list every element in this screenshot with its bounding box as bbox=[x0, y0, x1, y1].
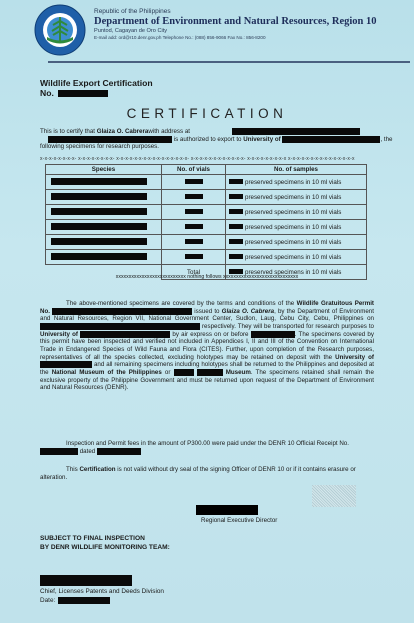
table-row bbox=[46, 250, 367, 265]
redaction bbox=[185, 179, 203, 184]
museum-name: Museum bbox=[225, 369, 251, 377]
certification-heading: CERTIFICATION bbox=[126, 106, 288, 121]
document-number bbox=[40, 88, 108, 98]
republic-text: Republic of the Philippines bbox=[94, 8, 171, 15]
header-divider bbox=[48, 61, 410, 63]
redaction bbox=[251, 331, 295, 338]
body-text: and all remaining specimens including holotypes shall be returned to the Philippines and deposited at the bbox=[40, 361, 374, 377]
university-name: University of bbox=[335, 353, 374, 361]
redaction bbox=[185, 239, 203, 244]
body-text: or bbox=[164, 369, 171, 377]
university-name: University of bbox=[40, 330, 78, 338]
redaction bbox=[97, 448, 141, 455]
redaction bbox=[229, 194, 243, 199]
date-label: Date: bbox=[40, 597, 56, 604]
table-row bbox=[46, 220, 367, 235]
table-row bbox=[46, 205, 367, 220]
redaction bbox=[51, 238, 147, 245]
redaction bbox=[40, 323, 200, 330]
redaction bbox=[197, 369, 223, 376]
col-vials: No. of vials bbox=[162, 165, 226, 175]
certification-word: Certification bbox=[79, 466, 116, 473]
redaction bbox=[51, 208, 147, 215]
samples-cell: preserved specimens in 10 ml vials bbox=[245, 208, 342, 216]
redaction bbox=[196, 505, 258, 515]
redaction bbox=[328, 136, 380, 143]
redaction bbox=[51, 253, 147, 260]
redaction bbox=[229, 254, 243, 259]
redaction bbox=[229, 239, 243, 244]
redaction bbox=[40, 575, 132, 586]
samples-cell: preserved specimens in 10 ml vials bbox=[245, 238, 342, 246]
table-row bbox=[46, 175, 367, 190]
redaction bbox=[51, 193, 147, 200]
total-label: Total bbox=[162, 265, 226, 280]
signatory-title: Regional Executive Director bbox=[201, 517, 278, 524]
redaction bbox=[40, 448, 78, 455]
samples-cell: preserved specimens in 10 ml vials bbox=[245, 253, 342, 261]
table-header-row bbox=[46, 165, 367, 175]
inspection-note-1: SUBJECT TO FINAL INSPECTION bbox=[40, 535, 145, 542]
col-samples: No. of samples bbox=[226, 165, 367, 175]
intro-text: , the bbox=[380, 135, 393, 143]
university-name: University of bbox=[243, 135, 281, 143]
redaction bbox=[185, 254, 203, 259]
redaction bbox=[58, 597, 110, 604]
intro-text: with address at bbox=[148, 128, 190, 136]
specimen-table bbox=[45, 164, 367, 280]
redaction bbox=[185, 224, 203, 229]
body-paragraph bbox=[40, 300, 374, 392]
redaction bbox=[185, 194, 203, 199]
intro-paragraph bbox=[40, 128, 393, 151]
body-text: The above-mentioned specimens are covered by the terms and conditions of the bbox=[66, 300, 295, 307]
body-text: issued to bbox=[194, 307, 220, 315]
redaction bbox=[185, 209, 203, 214]
redaction bbox=[58, 90, 108, 97]
samples-cell: preserved specimens in 10 ml vials bbox=[245, 193, 342, 201]
body-text: , by the Department of Environment and Natural Resources, Region VII, National Government Center, Sudlon, Laug, Cebu City, Cebu, Philippines on bbox=[40, 307, 374, 323]
table-row bbox=[46, 235, 367, 250]
body-text: is not valid without dry seal of the signing Officer of DENR 10 or if it contains erasure or alteration. bbox=[40, 466, 356, 481]
redaction bbox=[80, 331, 170, 338]
redaction bbox=[51, 178, 147, 185]
redaction bbox=[229, 179, 243, 184]
document-title: Wildlife Export Certification bbox=[40, 78, 153, 88]
redaction bbox=[52, 308, 192, 315]
body-text: This bbox=[66, 466, 78, 473]
body-text: . The specimens covered by this permit have been inspected and verified not included in Appendices I, II and III of the Convention on International Trade in Endangered Species of Wild Fauna and Flora (CITES). Further, upon completion of the Research purposes, representatives of all the species collected, excluding holotypes may be retained on deposit with the bbox=[40, 330, 374, 361]
intro-text: following specimens for research purposes. bbox=[40, 143, 159, 151]
separator-line: x-x-x-x-x-x-x-x- x-x-x-x-x-x-x-x- x-x-x-x-x-x-x-x-x-x-x-x-x-x-x-x- x-x-x-x-x-x-x-x-x-x-x-x- x-x-x-x-x-x-x-x-x x-x-x-x-x-x-x-x-x-x-x-x-x-x-x bbox=[40, 156, 355, 162]
chief-title: Chief, Licenses Patents and Deeds Division bbox=[40, 588, 164, 595]
redaction bbox=[229, 224, 243, 229]
nothing-follows-line: xxxxxxxxxxxxxxxxxxxxxxxxxxx nothing follows xxxxxxxxxxxxxxxxxxxxxxxxxxxxx bbox=[115, 274, 299, 280]
redaction bbox=[229, 209, 243, 214]
body-text: respectively. They will be transported for research purposes to bbox=[201, 323, 374, 331]
validity-paragraph bbox=[40, 466, 374, 481]
redaction bbox=[232, 128, 360, 135]
body-text: dated bbox=[79, 447, 96, 455]
denr-seal-icon bbox=[34, 4, 86, 56]
fees-paragraph bbox=[40, 440, 374, 455]
body-text: Inspection and Permit fees in the amount of P300.00 were paid under the DENR 10 Official Receipt No. bbox=[66, 440, 349, 447]
intro-text: This is to certify that bbox=[40, 128, 96, 136]
redaction bbox=[40, 361, 92, 368]
signature-mark bbox=[312, 485, 356, 507]
redaction bbox=[48, 136, 172, 143]
body-text: . The specimens retained shall remain the exclusive property of the Philippine Government and must be returned upon request of the Department of Environment and Natural Resources (DENR). bbox=[40, 369, 374, 392]
redaction bbox=[51, 223, 147, 230]
samples-cell: preserved specimens in 10 ml vials bbox=[245, 223, 342, 231]
inspection-note-2: BY DENR WILDLIFE MONITORING TEAM: bbox=[40, 544, 170, 551]
redaction bbox=[282, 136, 328, 143]
department-name: Department of Environment and Natural Resources, Region 10 bbox=[94, 16, 377, 27]
total-samples-cell: preserved specimens in 10 ml vials bbox=[245, 268, 342, 276]
samples-cell: preserved specimens in 10 ml vials bbox=[245, 178, 342, 186]
number-label: No. bbox=[40, 88, 54, 98]
body-text: by air express on or before bbox=[172, 330, 249, 338]
intro-text: is authorized to export to bbox=[173, 135, 242, 143]
applicant-name: Glaiza O. Cabrera bbox=[96, 128, 149, 136]
office-location: Puntod, Cagayan de Oro City bbox=[94, 28, 168, 34]
museum-name: National Museum of the Philippines bbox=[51, 369, 162, 377]
letterhead bbox=[94, 8, 410, 40]
contact-info: E-mail add: ord@r10.denr.gov.ph Telephone No.: (088) 856-9066 Fax No.: 856-8200 bbox=[94, 35, 266, 40]
applicant-name: Glaiza O. Cabrera bbox=[221, 307, 275, 315]
permit-label: Wildlife Gratuitous Permit No. bbox=[40, 300, 374, 315]
col-species: Species bbox=[46, 165, 162, 175]
redaction bbox=[174, 369, 194, 376]
table-row bbox=[46, 190, 367, 205]
